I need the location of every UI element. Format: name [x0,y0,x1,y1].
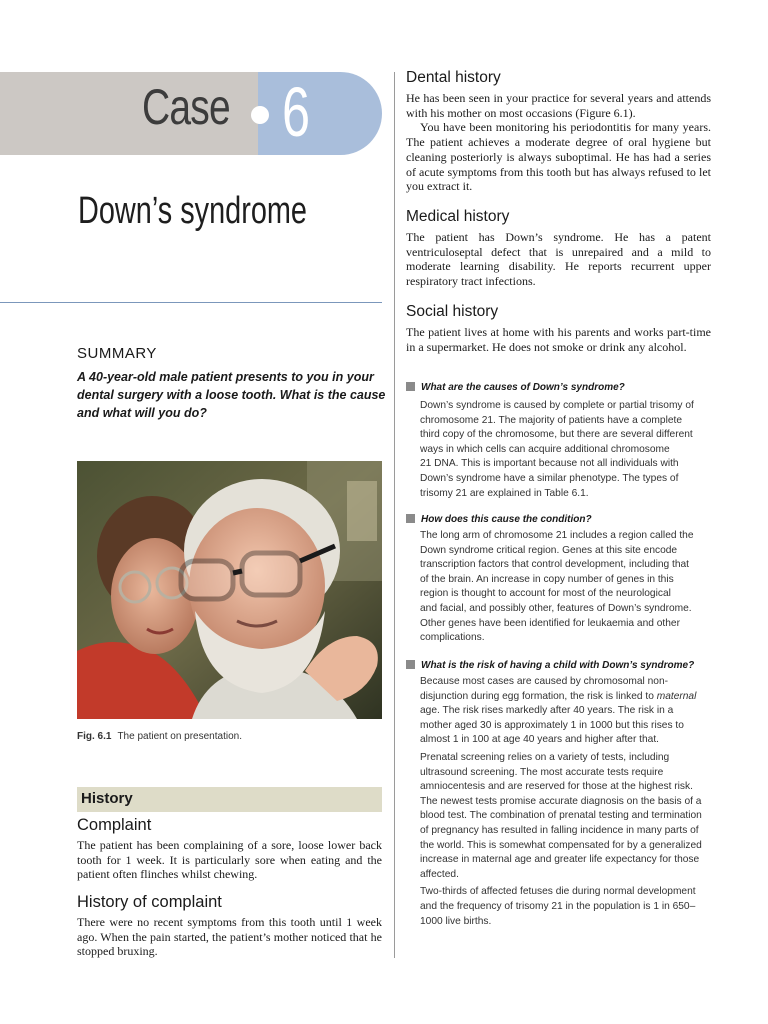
summary-heading: SUMMARY [77,345,157,362]
question-1-text: What are the causes of Down’s syndrome? [421,382,625,393]
dental-history-text [406,91,711,194]
answer-1 [420,399,712,501]
figure-caption [77,731,242,742]
answer-3-emphasis: maternal [656,690,697,702]
answer-2-line: transcription factors that control development, including that [420,559,689,571]
answer-1-line: 21 DNA. This is important because not all individuals with [420,458,679,470]
social-history-heading: Social history [406,303,499,320]
case-label: Case [142,79,230,135]
complaint-heading: Complaint [77,816,152,834]
question-2-text: How does this cause the condition? [421,514,592,525]
answer-2-line: Down syndrome critical region. Genes at this site encode [420,544,678,556]
answer-1-line: ways in which cells can acquire additional chromosome [420,443,670,455]
history-of-complaint-text: There were no recent symptoms from this tooth until 1 week ago. When the pain started, the patient’s mother noticed that he stopped bruxing. [77,915,382,959]
case-number: 6 [282,73,311,151]
case-banner-blue [258,72,382,155]
history-of-complaint-heading: History of complaint [77,893,222,911]
answer-2-line: and facial, and possibly other, features of Down’s syndrome. [420,602,692,614]
answer-3-para-3: Two-thirds of affected fetuses die during normal development and the frequency of trisomy 21 in the population is 1 in 650–1000 live births. [420,886,696,927]
answer-2-line: Other genes have been identified for leukaemia and other [420,617,680,629]
medical-history-text: The patient has Down’s syndrome. He has a patent ventriculoseptal defect that is unrepaired and a mild to moderate learning disability. He reports recurrent upper respiratory tract infections. [406,230,711,289]
answer-1-line: third copy of the chromosome, but there are several different [420,429,693,441]
summary-text: A 40-year-old male patient presents to you in your dental surgery with a loose tooth. What is the cause and what will you do? [77,370,386,420]
title-divider [0,302,382,303]
complaint-text: The patient has been complaining of a sore, loose lower back tooth for 1 week. It is particularly sore when eating and the patient often flinches whilst chewing. [77,838,382,882]
question-bullet-icon [406,514,415,523]
answer-3-text: age. The risk rises markedly after 40 years. The risk in a mother aged 30 is approximately 1 in 1000 but this rises to almost 1 in 100 at age 40 years and higher after that. [420,705,684,746]
figure-label: Fig. 6.1 [77,731,112,742]
medical-history-heading: Medical history [406,208,510,225]
history-heading: History [81,790,133,807]
answer-3-para-1 [420,675,706,748]
answer-2-line: complications. [420,632,485,644]
answer-2-line: The long arm of chromosome 21 includes a region called the [420,530,694,541]
question-3 [406,655,716,673]
patient-photo [77,461,382,719]
question-3-text: What is the risk of having a child with Down’s syndrome? [421,660,695,671]
question-1 [406,377,716,395]
answer-2-line: of the brain. An increase in copy number of genes in this [420,573,674,585]
answer-2-line: region is thought to account for most of the neurological [420,588,671,600]
dental-history-p1: He has been seen in your practice for several years and attends with his mother on most occasions (Figure 6.1). [406,91,711,120]
answer-1-line: Down’s syndrome have a similar phenotype. The types of [420,472,679,484]
figure-caption-text: The patient on presentation. [117,731,242,742]
column-divider [394,72,395,958]
page-title: Down’s syndrome [78,190,307,232]
dental-history-p2: You have been monitoring his periodontitis for many years. The patient achieves a moderate degree of oral hygiene but cleaning posteriorly is always suboptimal. He has had a series of acute symptoms from this tooth but has always refused to let you extract it. [406,120,711,194]
answer-1-line: trisomy 21 are explained in Table 6.1. [420,487,589,499]
question-2 [406,509,716,527]
answer-1-line: Down’s syndrome is caused by complete or partial trisomy of [420,400,694,411]
question-bullet-icon [406,382,415,391]
social-history-text: The patient lives at home with his parents and works part-time in a supermarket. He does not smoke or drink any alcohol. [406,325,711,354]
answer-1-line: chromosome 21. The majority of patients have a complete [420,414,682,426]
answer-3 [420,675,706,929]
case-bullet-dot [251,106,269,124]
dental-history-heading: Dental history [406,69,501,86]
answer-3-para-2: Prenatal screening relies on a variety of tests, including ultrasound screening. The most accurate tests require amniocentesis and are reserved for those at the highest risk. The newest tests promise accurate diagnosis on the basis of a blood test. The combination of prenatal testing and termination of pregnancy has resulted in falling incidence in many parts of the world. This is somewhat compensated for by a generalized increase in maternal age and greater life expectancy for those affected. [420,751,702,880]
answer-3-text: Because most cases are caused by chromosomal non-disjunction during egg formation, the risk is linked to [420,676,669,702]
answer-2 [420,529,712,646]
question-bullet-icon [406,660,415,669]
